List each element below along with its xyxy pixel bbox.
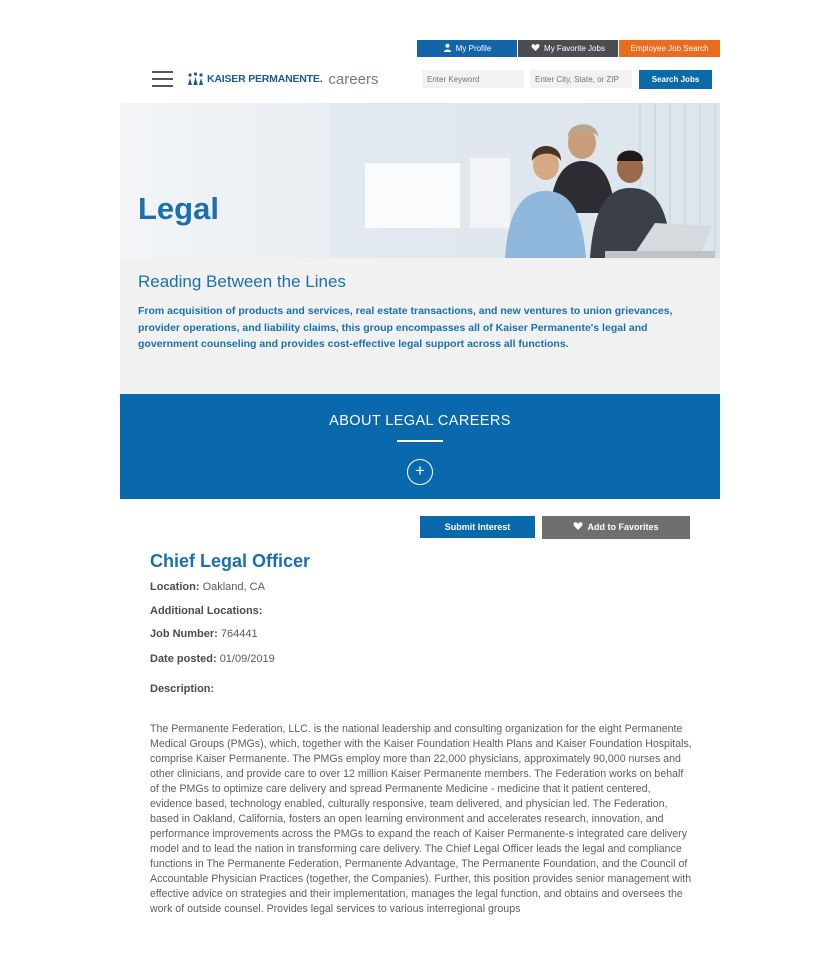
my-profile-label: My Profile [455,44,492,53]
job-date-posted [150,653,275,665]
job-description-heading [150,683,214,695]
plus-circle-icon[interactable]: + [407,459,433,485]
heading-divider [397,440,443,442]
careers-wordmark: careers [328,70,379,88]
job-number [150,628,258,640]
job-title: Chief Legal Officer [150,551,311,571]
person-icon [443,43,452,52]
site-header [120,57,720,103]
content-fade [120,922,720,945]
about-legal-careers-heading: ABOUT LEGAL CAREERS [329,413,511,429]
location-value: Oakland, CA [202,581,265,593]
job-additional-locations [150,605,262,617]
date-posted-value: 01/09/2019 [219,653,275,665]
location-label: Location: [150,581,200,593]
location-input[interactable] [530,70,632,88]
kp-logo-icon [187,72,204,86]
about-legal-careers-section [120,394,720,499]
job-description-text: The Permanente Federation, LLC. is the national leadership and consulting organization for the eight Permanente Medical Groups (PMGs), which, together with the Kaiser Foundation Health Plans and Kaiser Foundation Hospitals, comprise Kaiser Permanente. The PMGs employ more than 22,000 physicians, approximately 90,000 nurses and other clinicians, and provide care to over 12 million Kaiser Permanente members. The Federation works on behalf of the PMGs to optimize care delivery and spread Permanente Medicine - medicine that it patient centered, evidence based, technology enabled, culturally responsive, team delivered, and physician led. The Federation, based in Oakland, California, fosters an open learning environment and accelerates research, innovation, and performance improvements across the PMGs to expand the reach of Kaiser Permanente-s integrated care delivery model and to lead the nation in transforming care delivery. The Chief Legal Officer leads the legal and compliance functions in The Permanente Federation, Permanente Advantage, The Permanente Foundation, and the Council of Accountable Physician Practices (together, the Companies). Further, this position provides senior management with effective advice on strategies and their implementation, manages the legal function, and obtains and oversees the work of outside counsel. Provides legal services to various interregional groups [150,723,692,915]
kaiser-permanente-logo[interactable] [187,69,378,89]
my-favorite-jobs-link[interactable] [518,40,618,57]
date-posted-label: Date posted: [150,653,217,665]
submit-interest-button[interactable]: Submit Interest [420,516,535,538]
add-to-favorites-label: Add to Favorites [587,522,659,532]
my-profile-link[interactable] [417,40,517,57]
hero-banner [120,103,720,258]
page-title: Legal [138,191,219,226]
job-number-label: Job Number: [150,628,218,640]
utility-bar [120,40,720,57]
intro-text: From acquisition of products and services, real estate transactions, and new ventures to union grievances, provider operations, and liability claims, this group encompasses all of Kaiser Permanente's legal and government counseling and provides cost-effective legal support across all functions. [138,305,673,350]
hamburger-icon[interactable] [152,71,173,88]
employee-job-search-label: Employee Job Search [630,44,709,53]
logo-text: KAISER PERMANENTE. [207,73,323,85]
hero-office-photo [120,103,720,258]
additional-locations-label: Additional Locations: [150,605,263,617]
search-jobs-button[interactable]: Search Jobs [639,70,712,89]
job-number-value: 764441 [220,628,258,640]
employee-job-search-link[interactable] [619,40,720,57]
intro-section [120,258,720,394]
heart-icon [531,43,540,52]
add-to-favorites-button[interactable] [542,516,690,539]
my-favorite-jobs-label: My Favorite Jobs [544,44,605,53]
job-detail-page [120,40,720,945]
intro-heading: Reading Between the Lines [138,272,346,291]
description-label: Description: [150,683,215,695]
job-location [150,581,265,593]
heart-icon [573,521,583,531]
keyword-input[interactable] [422,70,524,88]
